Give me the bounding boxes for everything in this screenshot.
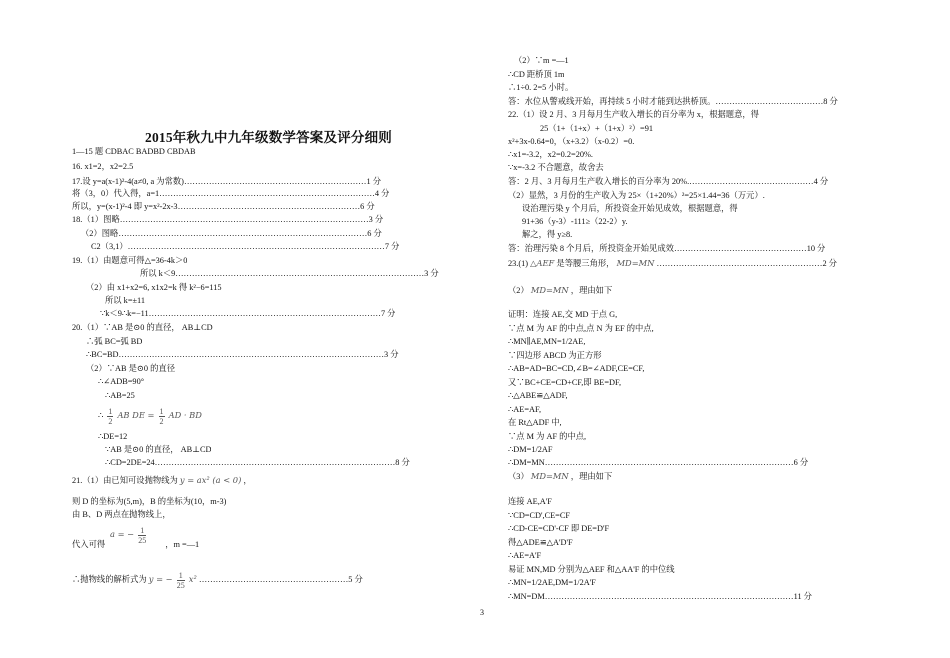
answer-line: （2）图略………………………………………………………………………………6 分	[81, 229, 382, 238]
answer-line: 91+36（y-3）-111≥（22-2）y.	[522, 217, 628, 226]
answer-line: 则 D 的坐标为(5,m)，B 的坐标为(10，m-3)	[72, 497, 227, 506]
answer-line: 解之，得 y≥8.	[522, 230, 573, 239]
answer-line: （2）∵AB 是⊙0 的直径	[86, 364, 176, 373]
answer-line: ∴AB=25	[105, 391, 135, 400]
answer-line: ∴△ABE≌△ADF,	[508, 391, 568, 400]
answer-line: ∴MN∥AE,MN=1/2AE,	[508, 337, 586, 346]
answer-line: 连接 AE,A'F	[508, 497, 552, 506]
equation-line: 21.（1）由已知可设抛物线为 y = ax² (a < 0) ，	[72, 475, 252, 485]
equation-line: 23.(1) △AEF 是等腰三角形， MD=MN ……………………………………………………2 分	[508, 258, 837, 268]
answer-line: ∴DM=1/2AF	[508, 445, 553, 454]
answer-line: 19.（1）由题意可得△=36-4k＞0	[72, 256, 188, 265]
fraction: $\frac{1}{2}$	[159, 406, 164, 426]
answer-line: 得△ADE≌△A'D'F	[508, 538, 573, 547]
answer-line: ∴x1=-3.2，x2=0.2=20%.	[508, 150, 593, 159]
answer-line: 由 B、D 两点在抛物线上，	[72, 510, 171, 519]
equation-line: （2） MD=MN ，理由如下	[508, 285, 613, 295]
answer-line: 答：治理污染 8 个月后，所投资金开始见成效…………………………………………10 分	[508, 244, 826, 253]
answer-line: 所以 k=±11	[105, 296, 146, 305]
answer-line: ∴1÷0. 2=5 小时。	[508, 83, 574, 92]
answer-line: ∴DE=12	[98, 432, 128, 441]
answer-line: 16. x1=2，x2=2.5	[72, 162, 134, 171]
page-number: 3	[480, 608, 484, 617]
answer-line: ∴CD-CE=CD'-CF 即 DE=D'F	[508, 524, 610, 533]
answer-line: 所以，y=(x-1)²-4 即 y=x²-2x-3…………………………………………………………6 分	[72, 202, 375, 211]
answer-line: 易证 MN,MD 分别为△AEF 和△AA'F 的中位线	[508, 565, 675, 574]
answer-line: （2）∵m =—1	[514, 56, 569, 65]
fraction: $\frac{1}{2}$	[108, 406, 113, 426]
answer-line: 又∵BC+CE=CD+CF,即 BE=DF,	[508, 378, 622, 387]
equation-line: 代入可得 ，m =—1	[72, 540, 200, 549]
answer-line: x²+3x-0.64=0，（x+3.2）（x-0.2）=0.	[508, 137, 635, 146]
answer-line: ∴AE=AF,	[508, 405, 542, 414]
answer-line: （2）由 x1+x2=6, x1x2=k 得 k²−6=115	[86, 283, 222, 292]
answer-line: 在 Rt△ADF 中,	[508, 418, 562, 427]
answer-line: 将（3，0）代入得，a=1……………………………………………………………………4 分	[72, 189, 390, 198]
answer-line: ∵点 M 为 AF 的中点,	[508, 432, 587, 441]
answer-line: 22.（1）设 2 月、3 月每月生产收入增长的百分率为 x，根据题意，得	[508, 110, 759, 119]
answer-line: ∵AB 是⊙0 的直径， AB⊥CD	[105, 445, 212, 454]
answer-line: C2（3,1）…………………………………………………………………………………7 分	[91, 242, 400, 251]
answer-line: ∴BC=BD……………………………………………………………………………………3 分	[86, 350, 399, 359]
answer-line: ∴MN=1/2AE,DM=1/2A'F	[508, 578, 596, 587]
answer-line: ∴弧 BC=弧 BD	[86, 337, 143, 346]
answer-line: ∵CD=CD',CE=CF	[508, 511, 571, 520]
answer-line: ∴∠ADB=90°	[98, 377, 145, 386]
equation-line: ∴抛物线的解析式为 y = − $\frac{1}{25}$ x² ………………………………………………5 分	[72, 570, 363, 590]
answer-line: ∵k＜9∴k=−11…………………………………………………………………………7 分	[100, 309, 396, 318]
answer-line: ∴MN=DM………………………………………………………………………………11 分	[508, 592, 812, 601]
answer-line: 答：2 月、3 月每月生产收入增长的百分率为 20%.………………………………………4 分	[508, 177, 829, 186]
answer-line: ∵点 M 为 AF 的中点,点 N 为 EF 的中点,	[508, 324, 654, 333]
answer-line: 证明：连接 AE,交 MD 于点 G,	[508, 310, 618, 319]
answer-line: 所以 k＜9………………………………………………………………………………3 分	[140, 269, 439, 278]
document-title: 2015年秋九中九年级数学答案及评分细则	[145, 130, 392, 145]
answer-line: ∵四边形 ABCD 为正方形	[508, 351, 602, 360]
answer-line: 17.设 y=a(x-1)²-4(a≠0, a 为常数)…………………………………………………………1 分	[72, 177, 381, 186]
answer-line: 答：水位从警戒线开始，再持续 5 小时才能到达拱桥顶。…………………………………8 分	[508, 97, 838, 106]
answer-line: 18.（1）图略………………………………………………………………………………3 分	[72, 215, 384, 224]
fraction: $\frac{1}{25}$	[176, 570, 185, 590]
answer-line: ∴CD 距桥顶 1m	[508, 70, 565, 79]
equation-line: ∴ $\frac{1}{2}$ AB DE = $\frac{1}{2}$ AD · BD	[98, 406, 202, 426]
answer-line: （2）显然，3 月份的生产收入为 25×（1+20%）²=25×1.44=36（万元）.	[508, 191, 765, 200]
answer-line: 1—15 题 CDBAC BADBD CBDAB	[72, 147, 196, 156]
answer-line: 设治理污染 y 个月后，所投资金开始见成效，根据题意，得	[522, 204, 738, 213]
equation-line: （3） MD=MN ，理由如下	[508, 471, 613, 481]
answer-line: 20.（1）∵AB 是⊙0 的直径， AB⊥CD	[72, 323, 213, 332]
answer-line: ∴AE=A'F	[508, 551, 542, 560]
answer-line: 25（1+（1+x）+（1+x）²）=91	[540, 124, 654, 133]
answer-line: ∴DM=MN………………………………………………………………………………6 分	[508, 458, 809, 467]
answer-line: ∴AB=AD=BC=CD,∠B=∠ADF,CE=CF,	[508, 364, 645, 373]
fraction: $\frac{1}{25}$	[138, 525, 147, 545]
answer-line: ∴CD=2DE=24……………………………………………………………………………8 分	[105, 458, 410, 467]
equation-line: a = − $\frac{1}{25}$	[110, 525, 147, 545]
answer-line: ∵x=-3.2 不合题意，故舍去	[508, 163, 604, 172]
